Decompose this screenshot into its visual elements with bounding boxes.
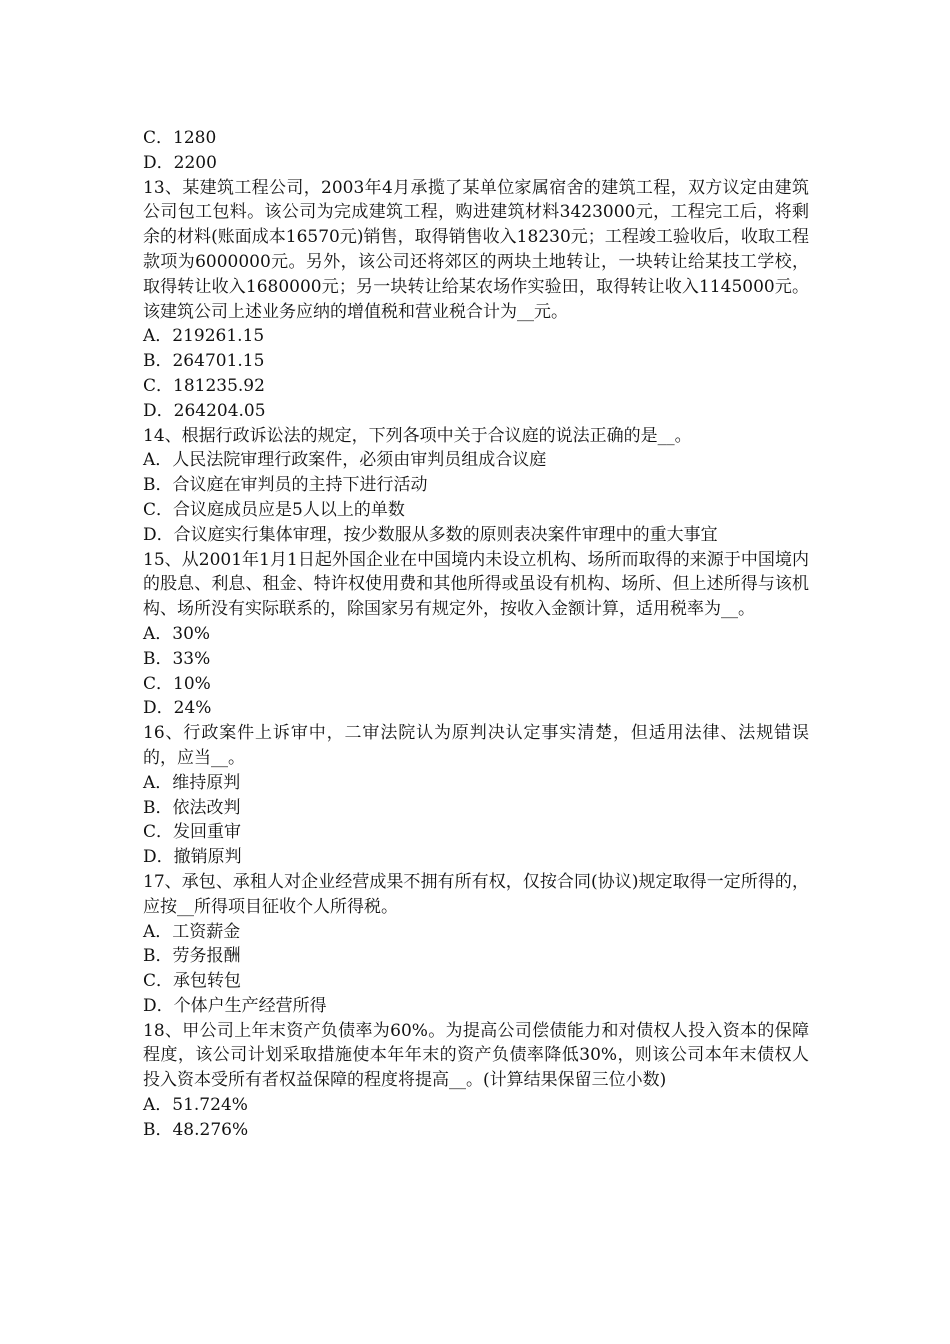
- question-14: [143, 424, 809, 548]
- option-c: C．合议庭成员应是5人以上的单数: [143, 499, 405, 520]
- question-stem: 16、行政案件上诉审中，二审法院认为原判决认定事实清楚，但适用法律、法规错误的，应当__。: [143, 723, 809, 768]
- option-b: B．合议庭在审判员的主持下进行活动: [143, 475, 428, 496]
- option-d: D．2200: [143, 152, 217, 173]
- option-b: B．劳务报酬: [143, 946, 241, 967]
- option-d: D．个体户生产经营所得: [143, 995, 327, 1016]
- option-c: C．承包转包: [143, 971, 242, 992]
- option-b: B．33%: [143, 648, 211, 669]
- option-b: B．48.276%: [143, 1119, 249, 1140]
- option-c: C．发回重审: [143, 822, 242, 843]
- option-c: C．1280: [143, 128, 217, 148]
- question-stem: 15、从2001年1月1日起外国企业在中国境内未设立机构、场所而取得的来源于中国境内的股息、利息、租金、特许权使用费和其他所得或虽设有机构、场所、但上述所得与该机构、场所没有实际联系的，除国家另有规定外，按收入金额计算，适用税率为__。: [143, 549, 809, 620]
- option-d: D．264204.05: [143, 400, 266, 421]
- option-c: C．10%: [143, 673, 211, 694]
- question-13: [143, 176, 809, 424]
- option-b: B．264701.15: [143, 351, 265, 372]
- option-b: B．依法改判: [143, 797, 241, 818]
- question-stem: 17、承包、承租人对企业经营成果不拥有所有权，仅按合同(协议)规定取得一定所得的，应按__所得项目征收个人所得税。: [143, 871, 809, 917]
- question-17: [143, 870, 809, 1019]
- document-page: [143, 126, 809, 1143]
- option-a: A．51.724%: [143, 1095, 248, 1116]
- option-d: D．24%: [143, 698, 212, 719]
- question-18: [143, 1019, 809, 1143]
- option-a: A．219261.15: [143, 326, 265, 347]
- option-d: D．合议庭实行集体审理，按少数服从多数的原则表决案件审理中的重大事宜: [143, 524, 718, 545]
- question-stem: 18、甲公司上年末资产负债率为60%。为提高公司偿债能力和对债权人投入资本的保障程度，该公司计划采取措施使本年年末的资产负债率降低30%，则该公司本年末债权人投入资本受所有者权益保障的程度将提高__。(计算结果保留三位小数): [143, 1020, 809, 1091]
- option-c: C．181235.92: [143, 375, 265, 396]
- option-a: A．维持原判: [143, 772, 241, 793]
- question-stem: 14、根据行政诉讼法的规定，下列各项中关于合议庭的说法正确的是__。: [143, 425, 692, 446]
- question-16: [143, 721, 809, 870]
- option-d: D．撤销原判: [143, 847, 242, 868]
- question-15: [143, 548, 809, 722]
- question-stem: 13、某建筑工程公司，2003年4月承揽了某单位家属宿舍的建筑工程，双方议定由建筑公司包工包料。该公司为完成建筑工程，购进建筑材料3423000元，工程完工后，将剩余的材料(账面成本16570元)销售，取得销售收入18230元；工程竣工验收后，收取工程款项为6000000元。另外，该公司还将郊区的两块土地转让，一块转让给某技工学校，取得转让收入1680000元；另一块转让给某农场作实验田，取得转让收入1145000元。该建筑公司上述业务应纳的增值税和营业税合计为__元。: [143, 177, 809, 322]
- option-a: A．人民法院审理行政案件，必须由审判员组成合议庭: [143, 450, 547, 471]
- option-a: A．30%: [143, 623, 211, 644]
- option-a: A．工资薪金: [143, 921, 241, 942]
